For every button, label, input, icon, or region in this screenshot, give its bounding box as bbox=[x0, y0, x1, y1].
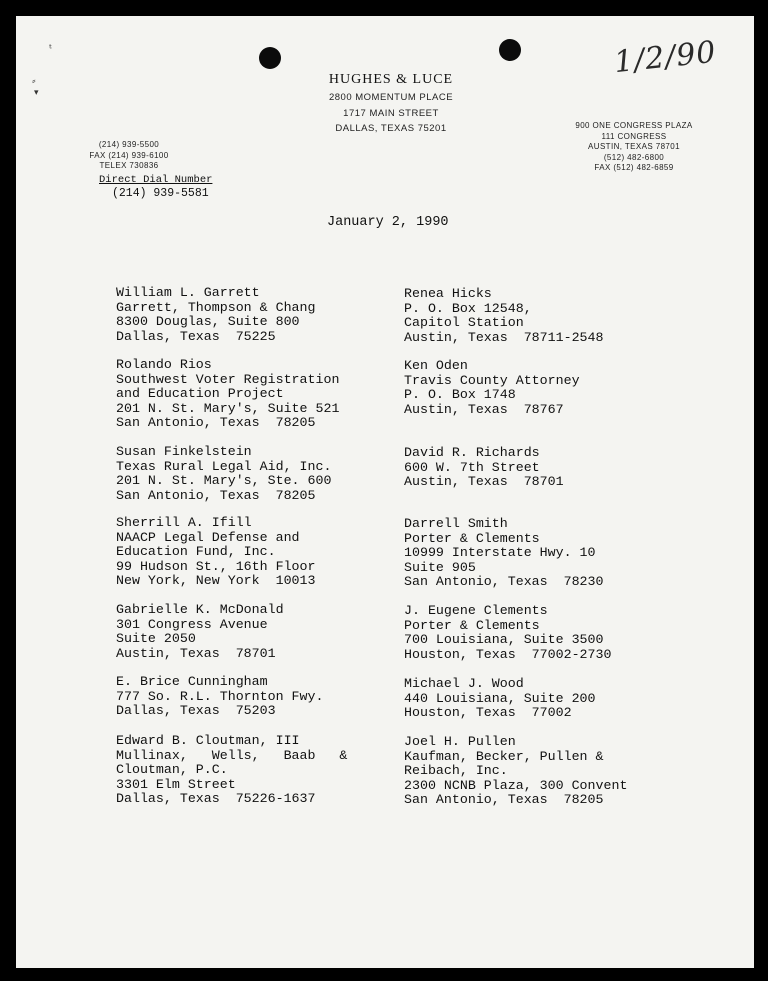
recipient-address-block bbox=[404, 677, 596, 721]
recipient-address-line: 10999 Interstate Hwy. 10 bbox=[404, 545, 596, 561]
recipient-address-line: 777 So. R.L. Thornton Fwy. bbox=[116, 688, 324, 704]
recipient-address-line: 301 Congress Avenue bbox=[116, 616, 268, 632]
recipient-name: Ken Oden bbox=[404, 358, 468, 373]
contact-line: (214) 939-5500 bbox=[98, 140, 160, 149]
recipient-name: Michael J. Wood bbox=[404, 676, 524, 691]
recipient-address-block bbox=[116, 675, 323, 719]
letter-date: January 2, 1990 bbox=[327, 215, 449, 230]
recipient-address-block bbox=[404, 359, 580, 417]
recipient-address-line: Texas Rural Legal Aid, Inc. bbox=[116, 458, 332, 474]
recipient-address-line: Austin, Texas 78767 bbox=[404, 401, 564, 417]
recipient-address-block bbox=[404, 517, 604, 590]
austin-line: (512) 482-6800 bbox=[603, 152, 665, 162]
recipient-address-block bbox=[116, 516, 316, 589]
recipient-name: Gabrielle K. McDonald bbox=[116, 602, 284, 617]
recipient-address-line: New York, New York 10013 bbox=[116, 573, 316, 589]
recipient-name: J. Eugene Clements bbox=[404, 603, 548, 618]
recipient-address-line: 3301 Elm Street bbox=[116, 776, 236, 792]
handwritten-date-note: 1/2/90 bbox=[612, 34, 719, 81]
recipient-address-line: Austin, Texas 78701 bbox=[404, 474, 564, 490]
recipient-address-block bbox=[116, 445, 331, 503]
contact-line: FAX (214) 939-6100 bbox=[89, 150, 169, 160]
recipient-address-line: Travis County Attorney bbox=[404, 372, 580, 388]
recipient-name: Susan Finkelstein bbox=[116, 444, 252, 459]
recipient-address-line: 201 N. St. Mary's, Suite 521 bbox=[116, 400, 340, 416]
recipient-address-line: Suite 905 bbox=[404, 559, 476, 575]
dallas-address-line: 2800 MOMENTUM PLACE bbox=[328, 92, 454, 103]
recipient-address-line: 600 W. 7th Street bbox=[404, 459, 540, 475]
recipient-name: Darrell Smith bbox=[404, 516, 508, 531]
recipient-address-block bbox=[116, 734, 347, 807]
recipient-address-line: Suite 2050 bbox=[116, 631, 196, 647]
recipient-address-block bbox=[404, 287, 604, 345]
recipient-address-line: Southwest Voter Registration bbox=[116, 371, 340, 387]
recipient-address-line: Dallas, Texas 75203 bbox=[116, 703, 276, 719]
recipient-address-block bbox=[116, 358, 339, 431]
margin-mark: ᵗ bbox=[49, 42, 52, 55]
recipient-address-block bbox=[404, 735, 627, 808]
recipient-address-line: Austin, Texas 78701 bbox=[116, 645, 276, 661]
austin-line: 111 CONGRESS bbox=[601, 131, 667, 141]
margin-mark: ▾ bbox=[34, 88, 39, 98]
recipient-address-line: Garrett, Thompson & Chang bbox=[116, 299, 316, 315]
austin-line: FAX (512) 482-6859 bbox=[594, 163, 674, 172]
austin-line: 900 ONE CONGRESS PLAZA bbox=[575, 121, 693, 130]
recipient-address-line: San Antonio, Texas 78205 bbox=[116, 487, 316, 503]
austin-address-block bbox=[561, 121, 707, 174]
recipient-address-block bbox=[404, 604, 611, 662]
recipient-address-line: NAACP Legal Defense and bbox=[116, 529, 300, 545]
recipient-name: Rolando Rios bbox=[116, 357, 212, 372]
contact-line: TELEX 730836 bbox=[99, 161, 159, 170]
recipient-name: Sherrill A. Ifill bbox=[116, 515, 252, 530]
austin-line: AUSTIN, TEXAS 78701 bbox=[588, 142, 680, 151]
recipient-address-line: 99 Hudson St., 16th Floor bbox=[116, 558, 316, 574]
recipient-address-line: 2300 NCNB Plaza, 300 Convent bbox=[404, 777, 628, 793]
recipient-address-line: Mullinax, Wells, Baab & bbox=[116, 747, 348, 763]
recipient-address-line: Houston, Texas 77002-2730 bbox=[404, 646, 612, 662]
recipient-address-line: Dallas, Texas 75225 bbox=[116, 328, 276, 344]
recipient-address-line: Education Fund, Inc. bbox=[116, 544, 276, 560]
recipient-name: Edward B. Cloutman, III bbox=[116, 733, 300, 748]
recipient-address-line: Reibach, Inc. bbox=[404, 763, 508, 779]
recipient-address-line: San Antonio, Texas 78205 bbox=[116, 415, 316, 431]
recipient-address-line: San Antonio, Texas 78205 bbox=[404, 792, 604, 808]
firm-name: HUGHES & LUCE bbox=[328, 72, 454, 87]
recipient-address-line: Porter & Clements bbox=[404, 617, 540, 633]
recipient-name: Joel H. Pullen bbox=[404, 734, 516, 749]
recipient-address-line: P. O. Box 1748 bbox=[404, 387, 516, 403]
dallas-contact-block bbox=[86, 140, 172, 172]
recipient-address-line: 201 N. St. Mary's, Ste. 600 bbox=[116, 473, 332, 489]
recipient-address-line: 440 Louisiana, Suite 200 bbox=[404, 690, 596, 706]
recipient-address-line: Porter & Clements bbox=[404, 530, 540, 546]
recipient-address-line: Cloutman, P.C. bbox=[116, 762, 228, 778]
punch-hole-left bbox=[259, 47, 281, 69]
punch-hole-right bbox=[499, 39, 521, 61]
direct-dial-label: Direct Dial Number bbox=[99, 174, 213, 186]
recipient-address-line: P. O. Box 12548, bbox=[404, 300, 532, 316]
dallas-address-line: 1717 MAIN STREET bbox=[343, 108, 439, 119]
recipient-name: William L. Garrett bbox=[116, 285, 260, 300]
recipient-address-line: Capitol Station bbox=[404, 315, 524, 331]
recipient-address-block bbox=[404, 446, 564, 490]
recipient-address-line: 8300 Douglas, Suite 800 bbox=[116, 314, 300, 330]
recipient-name: David R. Richards bbox=[404, 445, 540, 460]
margin-mark: ⸗ bbox=[32, 74, 36, 87]
recipient-address-line: 700 Louisiana, Suite 3500 bbox=[404, 632, 604, 648]
recipient-address-line: Austin, Texas 78711-2548 bbox=[404, 329, 604, 345]
recipient-address-block bbox=[116, 603, 284, 661]
recipient-name: E. Brice Cunningham bbox=[116, 674, 268, 689]
recipient-address-line: San Antonio, Texas 78230 bbox=[404, 574, 604, 590]
dallas-address-line: DALLAS, TEXAS 75201 bbox=[335, 123, 447, 134]
recipient-address-block bbox=[116, 286, 316, 344]
recipient-address-line: Houston, Texas 77002 bbox=[404, 705, 572, 721]
recipient-address-line: Dallas, Texas 75226-1637 bbox=[116, 791, 316, 807]
direct-dial-number: (214) 939-5581 bbox=[112, 187, 209, 200]
recipient-address-line: Kaufman, Becker, Pullen & bbox=[404, 748, 604, 764]
recipient-name: Renea Hicks bbox=[404, 286, 492, 301]
recipient-address-line: and Education Project bbox=[116, 386, 284, 402]
document-page bbox=[16, 16, 754, 968]
